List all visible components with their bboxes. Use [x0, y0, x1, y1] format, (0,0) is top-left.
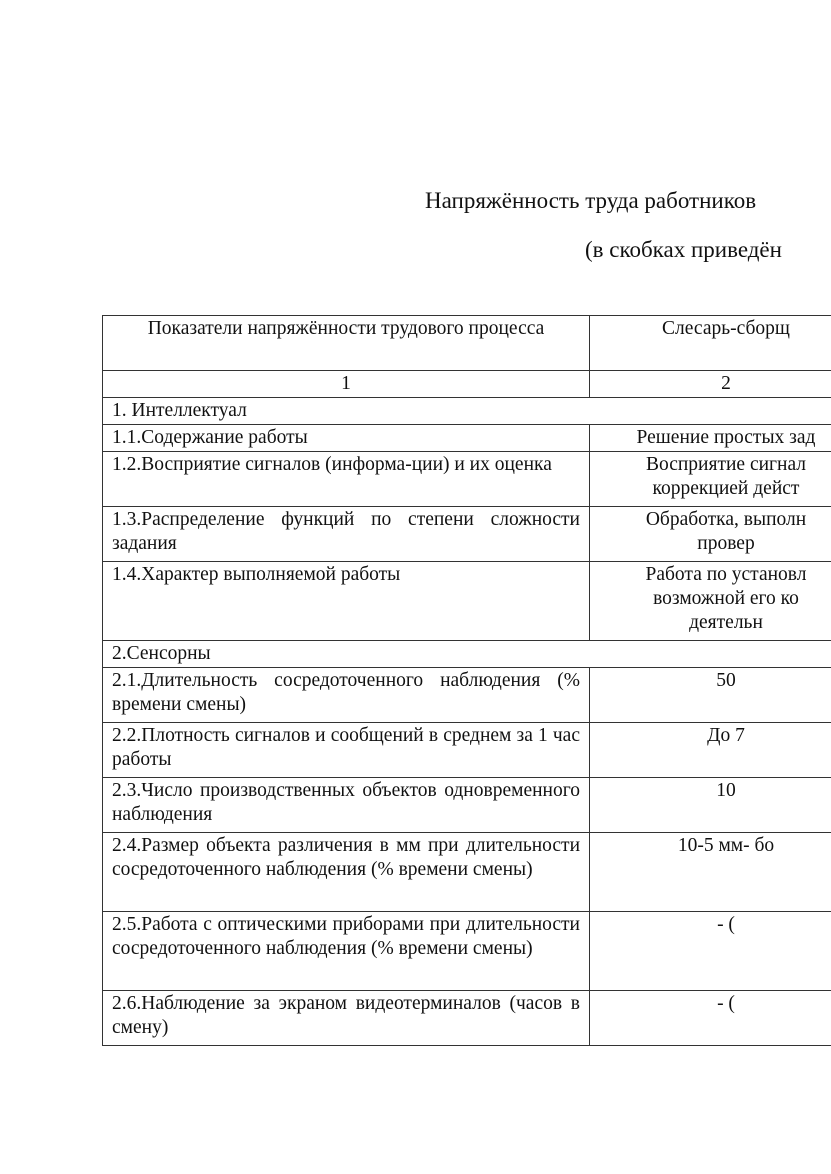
section-row	[103, 641, 831, 668]
indicator-cell: 2.1.Длительность сосредоточенного наблюдения (% времени смены)	[103, 668, 590, 723]
value-cell	[590, 668, 831, 723]
value-cell	[590, 991, 831, 1046]
value-line: Работа по установл	[645, 564, 807, 585]
indicator-cell: 2.6.Наблюдение за экраном видеотерминалов (часов в смену)	[103, 991, 590, 1046]
value-cell	[590, 425, 831, 452]
table-row	[103, 668, 831, 723]
column-number-1: 1	[103, 371, 590, 398]
header-profession: Слесарь-сборщ	[590, 316, 831, 371]
table-row	[103, 452, 831, 507]
indicator-cell: 2.4.Размер объекта различения в мм при длительности сосредоточенного наблюдения (% времени смены)	[103, 833, 590, 912]
value-line: Решение простых зад	[636, 427, 816, 448]
table-row	[103, 778, 831, 833]
table-row	[103, 723, 831, 778]
indicator-cell: 2.5.Работа с оптическими приборами при длительности сосредоточенного наблюдения (% времени смены)	[103, 912, 590, 991]
value-cell	[590, 562, 831, 641]
indicator-cell: 1.1.Содержание работы	[103, 425, 590, 452]
table-row	[103, 507, 831, 562]
indicator-cell: 1.3.Распределение функций по степени сложности задания	[103, 507, 590, 562]
value-cell	[590, 723, 831, 778]
value-line: коррекцией дейст	[652, 478, 800, 499]
document-title: Напряжённость труда работников	[425, 188, 757, 213]
value-cell	[590, 507, 831, 562]
labor-intensity-table	[102, 315, 831, 1046]
table-row	[103, 425, 831, 452]
column-number-2: 2	[590, 371, 831, 398]
indicator-cell: 2.2.Плотность сигналов и сообщений в среднем за 1 час работы	[103, 723, 590, 778]
value-line: 10	[716, 780, 736, 801]
value-cell	[590, 912, 831, 991]
indicator-cell: 1.4.Характер выполняемой работы	[103, 562, 590, 641]
value-cell	[590, 833, 831, 912]
value-line: Восприятие сигнал	[645, 454, 807, 475]
value-line: До 7	[707, 725, 745, 746]
value-line: 10-5 мм- бо	[677, 835, 775, 856]
table-row	[103, 912, 831, 991]
table-row	[103, 991, 831, 1046]
table-row	[103, 833, 831, 912]
value-line: провер	[697, 533, 755, 554]
section-title-intellectual: 1. Интеллектуал	[103, 398, 831, 425]
header-indicators: Показатели напряжённости трудового процесса	[103, 316, 590, 371]
value-line: - (	[717, 993, 735, 1014]
section-row	[103, 398, 831, 425]
value-cell	[590, 452, 831, 507]
value-line: возможной его ко	[653, 588, 799, 609]
value-line: - (	[717, 914, 735, 935]
value-line: 50	[716, 670, 736, 691]
value-line: Обработка, выполн	[645, 509, 807, 530]
table-numbering-row	[103, 371, 831, 398]
indicator-cell: 2.3.Число производственных объектов одновременного наблюдения	[103, 778, 590, 833]
value-line: деятельн	[689, 612, 763, 633]
document-subtitle: (в скобках приведён	[585, 237, 782, 262]
table-header-row	[103, 316, 831, 371]
table-row	[103, 562, 831, 641]
value-cell	[590, 778, 831, 833]
indicator-cell: 1.2.Восприятие сигналов (информа-ции) и их оценка	[103, 452, 590, 507]
section-title-sensory: 2.Сенсорны	[103, 641, 831, 668]
